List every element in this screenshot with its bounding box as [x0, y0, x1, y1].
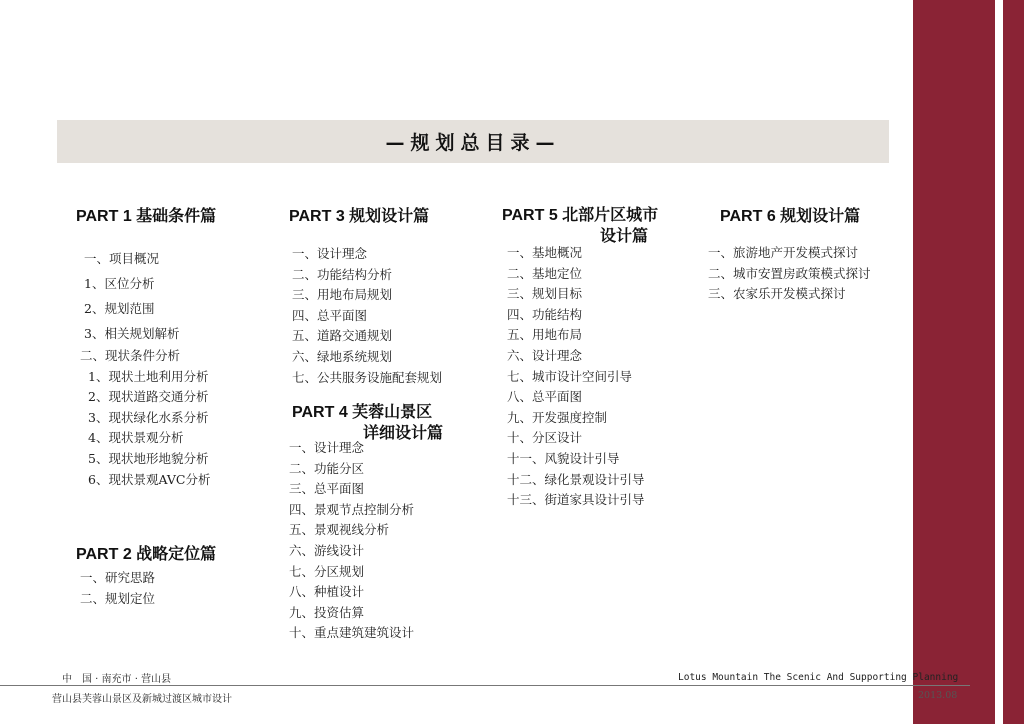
- part4-heading-line1: PART 4 芙蓉山景区: [292, 404, 433, 421]
- list-item: 三、农家乐开发模式探讨: [708, 286, 846, 302]
- list-item: 2、现状道路交通分析: [88, 389, 209, 405]
- list-item: 六、游线设计: [289, 542, 365, 558]
- part2-heading: PART 2 战略定位篇: [76, 546, 217, 563]
- list-item: 九、投资估算: [289, 604, 365, 620]
- list-item: 五、道路交通规划: [292, 328, 393, 344]
- list-item: 4、现状景观分析: [88, 430, 184, 446]
- part5-list: [507, 243, 645, 511]
- list-item: 二、功能结构分析: [292, 266, 393, 282]
- part5-heading: [502, 205, 658, 247]
- list-item: 一、项目概况: [84, 251, 160, 266]
- part1-list: [84, 246, 179, 346]
- list-item: 一、旅游地产开发模式探讨: [708, 245, 859, 260]
- list-item: 2、规划范围: [84, 301, 155, 316]
- list-item: 十、重点建筑建筑设计: [289, 625, 415, 641]
- part3-list: [292, 244, 442, 388]
- list-item: 八、总平面图: [507, 389, 583, 405]
- list-item: 五、景观视线分析: [289, 522, 390, 538]
- list-item: 十、分区设计: [507, 430, 583, 446]
- footer-divider: [0, 685, 970, 686]
- list-item: 九、开发强度控制: [507, 409, 608, 425]
- footer-english-title: Lotus Mountain The Scenic And Supporting Planning: [678, 672, 959, 683]
- title-bar: [57, 120, 889, 163]
- list-item: 一、设计理念: [289, 440, 365, 455]
- list-item: 1、区位分析: [84, 276, 155, 291]
- list-item: 八、种植设计: [289, 584, 365, 600]
- list-item: 一、研究思路: [80, 570, 156, 585]
- part4-heading-line2: 详细设计篇: [363, 425, 444, 442]
- list-item: 四、景观节点控制分析: [289, 501, 415, 517]
- list-item: 二、功能分区: [289, 460, 365, 476]
- footer-project-name: 营山县芙蓉山景区及新城过渡区城市设计: [52, 694, 232, 705]
- list-item: 十三、街道家具设计引导: [507, 492, 645, 508]
- list-item: 四、功能结构: [507, 306, 583, 322]
- list-item: 七、分区规划: [289, 563, 365, 579]
- list-item: 一、设计理念: [292, 246, 368, 261]
- list-item: 二、规划定位: [80, 590, 156, 606]
- list-item: 十一、风貌设计引导: [507, 450, 620, 466]
- part1-list-2: [80, 346, 210, 490]
- part6-list: [708, 243, 871, 305]
- list-item: 三、总平面图: [289, 481, 365, 497]
- part4-list: [289, 438, 414, 644]
- list-item: 四、总平面图: [292, 307, 368, 323]
- list-item: 七、公共服务设施配套规划: [292, 369, 443, 385]
- list-item: 六、绿地系统规划: [292, 348, 393, 364]
- list-item: 三、用地布局规划: [292, 287, 393, 303]
- footer-location: 中 国 · 南充市 · 营山县: [62, 674, 172, 685]
- list-item: 6、现状景观AVC分析: [88, 471, 211, 487]
- list-item: 3、现状绿化水系分析: [88, 409, 209, 425]
- list-item: 一、基地概况: [507, 245, 583, 260]
- list-item: 二、城市安置房政策模式探讨: [708, 265, 871, 281]
- page-title: —规划总目录—: [385, 132, 561, 154]
- list-item: 十二、绿化景观设计引导: [507, 471, 645, 487]
- list-item: 1、现状土地利用分析: [88, 368, 209, 384]
- part5-heading-line2: 设计篇: [600, 228, 649, 245]
- list-item: 二、现状条件分析: [80, 348, 181, 363]
- list-item: 5、现状地形地貌分析: [88, 450, 209, 466]
- list-item: 五、用地布局: [507, 327, 583, 343]
- accent-band-thin: [1003, 0, 1024, 724]
- accent-band-wide: [913, 0, 995, 724]
- footer-date: 2013.08: [918, 690, 958, 701]
- list-item: 三、规划目标: [507, 286, 583, 302]
- part1-heading: PART 1 基础条件篇: [76, 208, 217, 225]
- part2-list: [80, 568, 155, 609]
- list-item: 六、设计理念: [507, 347, 583, 363]
- list-item: 3、相关规划解析: [84, 326, 180, 341]
- list-item: 七、城市设计空间引导: [507, 368, 633, 384]
- list-item: 二、基地定位: [507, 265, 583, 281]
- part6-heading: PART 6 规划设计篇: [720, 208, 861, 225]
- part5-heading-line1: PART 5 北部片区城市: [502, 207, 659, 224]
- part3-heading: PART 3 规划设计篇: [289, 208, 430, 225]
